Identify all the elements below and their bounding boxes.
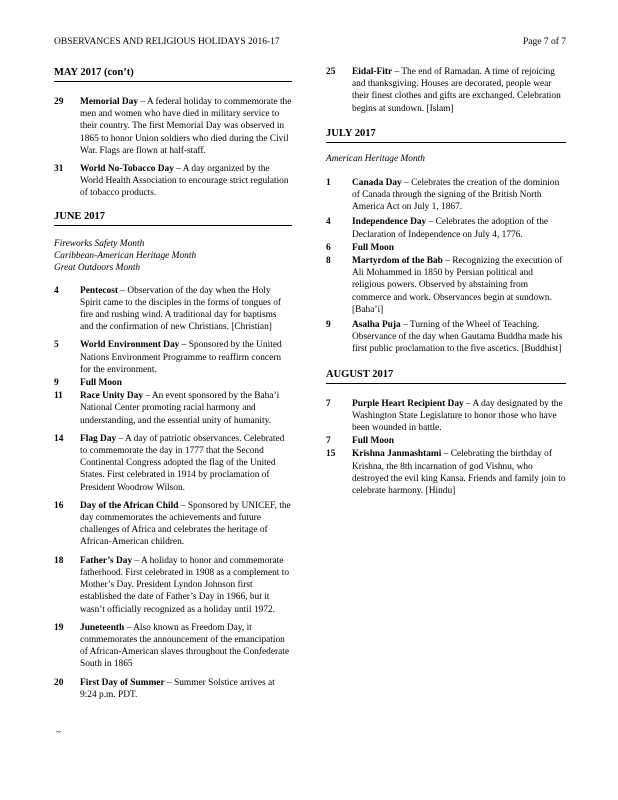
july-themes (326, 153, 566, 165)
entry-text: – Sponsored by the United Nations Environment Programme to reaffirm concern for the environment. (80, 340, 282, 375)
month-heading-august: AUGUST 2017 (326, 368, 394, 380)
holiday-entry (54, 163, 292, 200)
may-entries (54, 96, 292, 200)
entry-description (352, 242, 566, 254)
entry-text: – A day of patriotic observances. Celebrated to commemorate the day in 1777 that the Second Continental Congress adopted the flag of the United States. First celebrated in 1914 by proclamation of President Woodrow Wilson. (80, 433, 285, 493)
holiday-entry (326, 242, 566, 254)
entry-text: – A holiday to honor and commemorate fatherhood. First celebrated in 1908 as a complement to Mother’s Day. President Lyndon Johnson first established the date of Father’s Day in 1966, but it wasn’t officially recognized as a holiday until 1972. (80, 555, 290, 615)
august-entries (326, 398, 566, 498)
holiday-entry (326, 435, 566, 447)
entry-description (352, 216, 566, 240)
entry-date: 8 (326, 256, 331, 267)
entry-text: – An event sponsored by the Baha’i National Center promoting racial harmony and understanding, and the essential unity of humanity. (80, 391, 280, 426)
entry-title: Pentecost (80, 285, 119, 296)
holiday-entry (54, 285, 292, 334)
holiday-entry (54, 622, 292, 671)
entry-text: – Summer Solstice arrives at 9:24 p.m. PDT. (80, 677, 275, 700)
entry-title: Eidal-Fitr (352, 67, 393, 77)
entry-title: Canada Day (352, 177, 402, 188)
entry-title: Full Moon (352, 436, 394, 447)
entry-date: 16 (54, 500, 64, 511)
entry-text: – Turning of the Wheel of Teaching. Observance of the day when Gautama Buddha made his first public proclamation to the five ascetics. [Buddhist] (352, 320, 563, 355)
holiday-entry (54, 377, 292, 389)
holiday-entry (54, 500, 292, 549)
entry-text: – Observation of the day when the Holy Spirit came to the disciples in the forms of tongues of fire and rushing wind. A traditional day for baptisms and the confirmation of new Christians. [Christian] (80, 285, 282, 333)
holiday-entry (326, 319, 566, 356)
entry-text: – A federal holiday to commemorate the men and women who have died in military service to their country. The first Memorial Day was observed in 1865 to honor Union soldiers who died during the Civil War. Flags are flown at half-staff. (80, 97, 292, 156)
entry-title: Independence Day (352, 217, 427, 228)
entry-date: 18 (54, 555, 64, 566)
month-heading-july: JULY 2017 (326, 127, 376, 139)
holiday-entry (54, 390, 292, 427)
entry-date: 6 (326, 242, 331, 253)
entry-text: – The end of Ramadan. A time of rejoicing and thanksgiving. Houses are decorated, people wear their finest clothes and gifts are exchanged. Celebration begins at sundown. [Islam] (352, 67, 561, 114)
entry-title: Juneteenth (80, 622, 125, 633)
july-entries (326, 177, 566, 356)
entry-description (80, 390, 292, 427)
month-theme: Caribbean-American Heritage Month (54, 250, 197, 261)
entry-description (352, 435, 566, 447)
entry-text: – Sponsored by UNICEF, the day commemorates the achievements and future challenges of Africa and celebrates the heritage of African-American children. (80, 500, 291, 548)
entry-title: World Environment Day (80, 340, 180, 351)
entry-description (80, 433, 292, 494)
entry-description (80, 96, 292, 157)
entry-text: – Recognizing the execution of Ali Mohammed in 1850 by Persian political and religious powers. Observed by abstaining from commerce and work. Observances begin at sundown. [Baha’i] (352, 256, 563, 315)
entry-date: 9 (326, 320, 331, 331)
entry-title: Full Moon (352, 242, 394, 253)
entry-date: 11 (54, 391, 63, 402)
holiday-entry (54, 433, 292, 494)
holiday-entry (326, 216, 566, 240)
entry-title: Father’s Day (80, 555, 133, 566)
holiday-entry (54, 677, 292, 701)
entry-description (80, 500, 292, 549)
entry-date: 20 (54, 677, 64, 688)
entry-description (80, 285, 292, 334)
holiday-entry (326, 177, 566, 214)
entry-date: 9 (54, 378, 59, 389)
month-theme: American Heritage Month (326, 153, 425, 164)
entry-description (80, 377, 292, 389)
entry-date: 4 (326, 217, 331, 228)
entry-description (352, 66, 566, 115)
footer-mark: ~ (56, 727, 61, 737)
entry-description (80, 622, 292, 671)
entry-title: Race Unity Day (80, 391, 144, 402)
page-number: Page 7 of 7 (522, 37, 566, 47)
entry-description (80, 339, 292, 376)
entry-text: – Also known as Freedom Day, it commemorates the announcement of the emancipation of African-American slaves throughout the Confederate South in 1865 (80, 622, 290, 670)
holiday-entry (54, 339, 292, 376)
holiday-entry (326, 398, 566, 435)
june-continued-entries (326, 66, 566, 115)
right-column (326, 66, 566, 497)
holiday-entry (326, 255, 566, 316)
entry-date: 7 (326, 398, 331, 409)
entry-date: 14 (54, 433, 64, 444)
june-entries (54, 285, 292, 701)
month-heading-june: JUNE 2017 (54, 210, 106, 222)
month-theme: Fireworks Safety Month (54, 238, 145, 249)
holiday-entry (326, 66, 566, 115)
holiday-entry (54, 96, 292, 157)
entry-date: 31 (54, 164, 64, 175)
entry-description (80, 677, 292, 701)
entry-date: 19 (54, 622, 64, 633)
month-theme: Great Outdoors Month (54, 262, 141, 273)
entry-text: – A day organized by the World Health Association to encourage strict regulation of tobacco products. (80, 164, 289, 199)
entry-description (80, 163, 292, 200)
entry-title: Krishna Janmashtami (352, 449, 442, 460)
entry-description (352, 448, 566, 497)
left-column (54, 66, 292, 701)
page-header (54, 37, 566, 51)
entry-title: Day of the African Child (80, 500, 179, 511)
entry-description (352, 319, 566, 356)
entry-description (352, 177, 566, 214)
month-heading-may: MAY 2017 (con’t) (54, 67, 134, 78)
entry-text: – A day designated by the Washington State Legislature to honor those who have been wounded in battle. (352, 398, 563, 434)
entry-title: Flag Day (80, 433, 117, 444)
entry-text: – Celebrates the adoption of the Declaration of Independence on July 4, 1776. (352, 217, 549, 240)
holiday-entry (54, 555, 292, 616)
entry-title: Asalha Puja (352, 320, 401, 331)
entry-title: Purple Heart Recipient Day (352, 398, 464, 409)
entry-description (80, 555, 292, 616)
entry-title: World No-Tobacco Day (80, 164, 174, 175)
holiday-entry (326, 448, 566, 497)
entry-title: First Day of Summer (80, 677, 165, 688)
entry-title: Full Moon (80, 378, 122, 389)
entry-title: Martyrdom of the Bab (352, 256, 443, 267)
entry-title: Memorial Day (80, 97, 139, 107)
entry-date: 29 (54, 97, 64, 107)
entry-date: 1 (326, 177, 331, 188)
entry-date: 4 (54, 285, 59, 296)
document-title: OBSERVANCES AND RELIGIOUS HOLIDAYS 2016-17 (54, 37, 280, 47)
entry-date: 5 (54, 340, 59, 351)
june-themes (54, 238, 292, 274)
entry-date: 7 (326, 436, 331, 447)
entry-description (352, 255, 566, 316)
entry-date: 25 (326, 67, 336, 77)
entry-description (352, 398, 566, 435)
entry-date: 15 (326, 449, 336, 460)
entry-text: – Celebrates the creation of the dominion of Canada through the signing of the British North America Act on July 1, 1867. (352, 177, 560, 213)
entry-text: – Celebrating the birthday of Krishna, the 8th incarnation of god Vishnu, who destroyed the evil king Kansa. Friends and family join to celebrate harmony. [Hindu] (352, 449, 566, 497)
